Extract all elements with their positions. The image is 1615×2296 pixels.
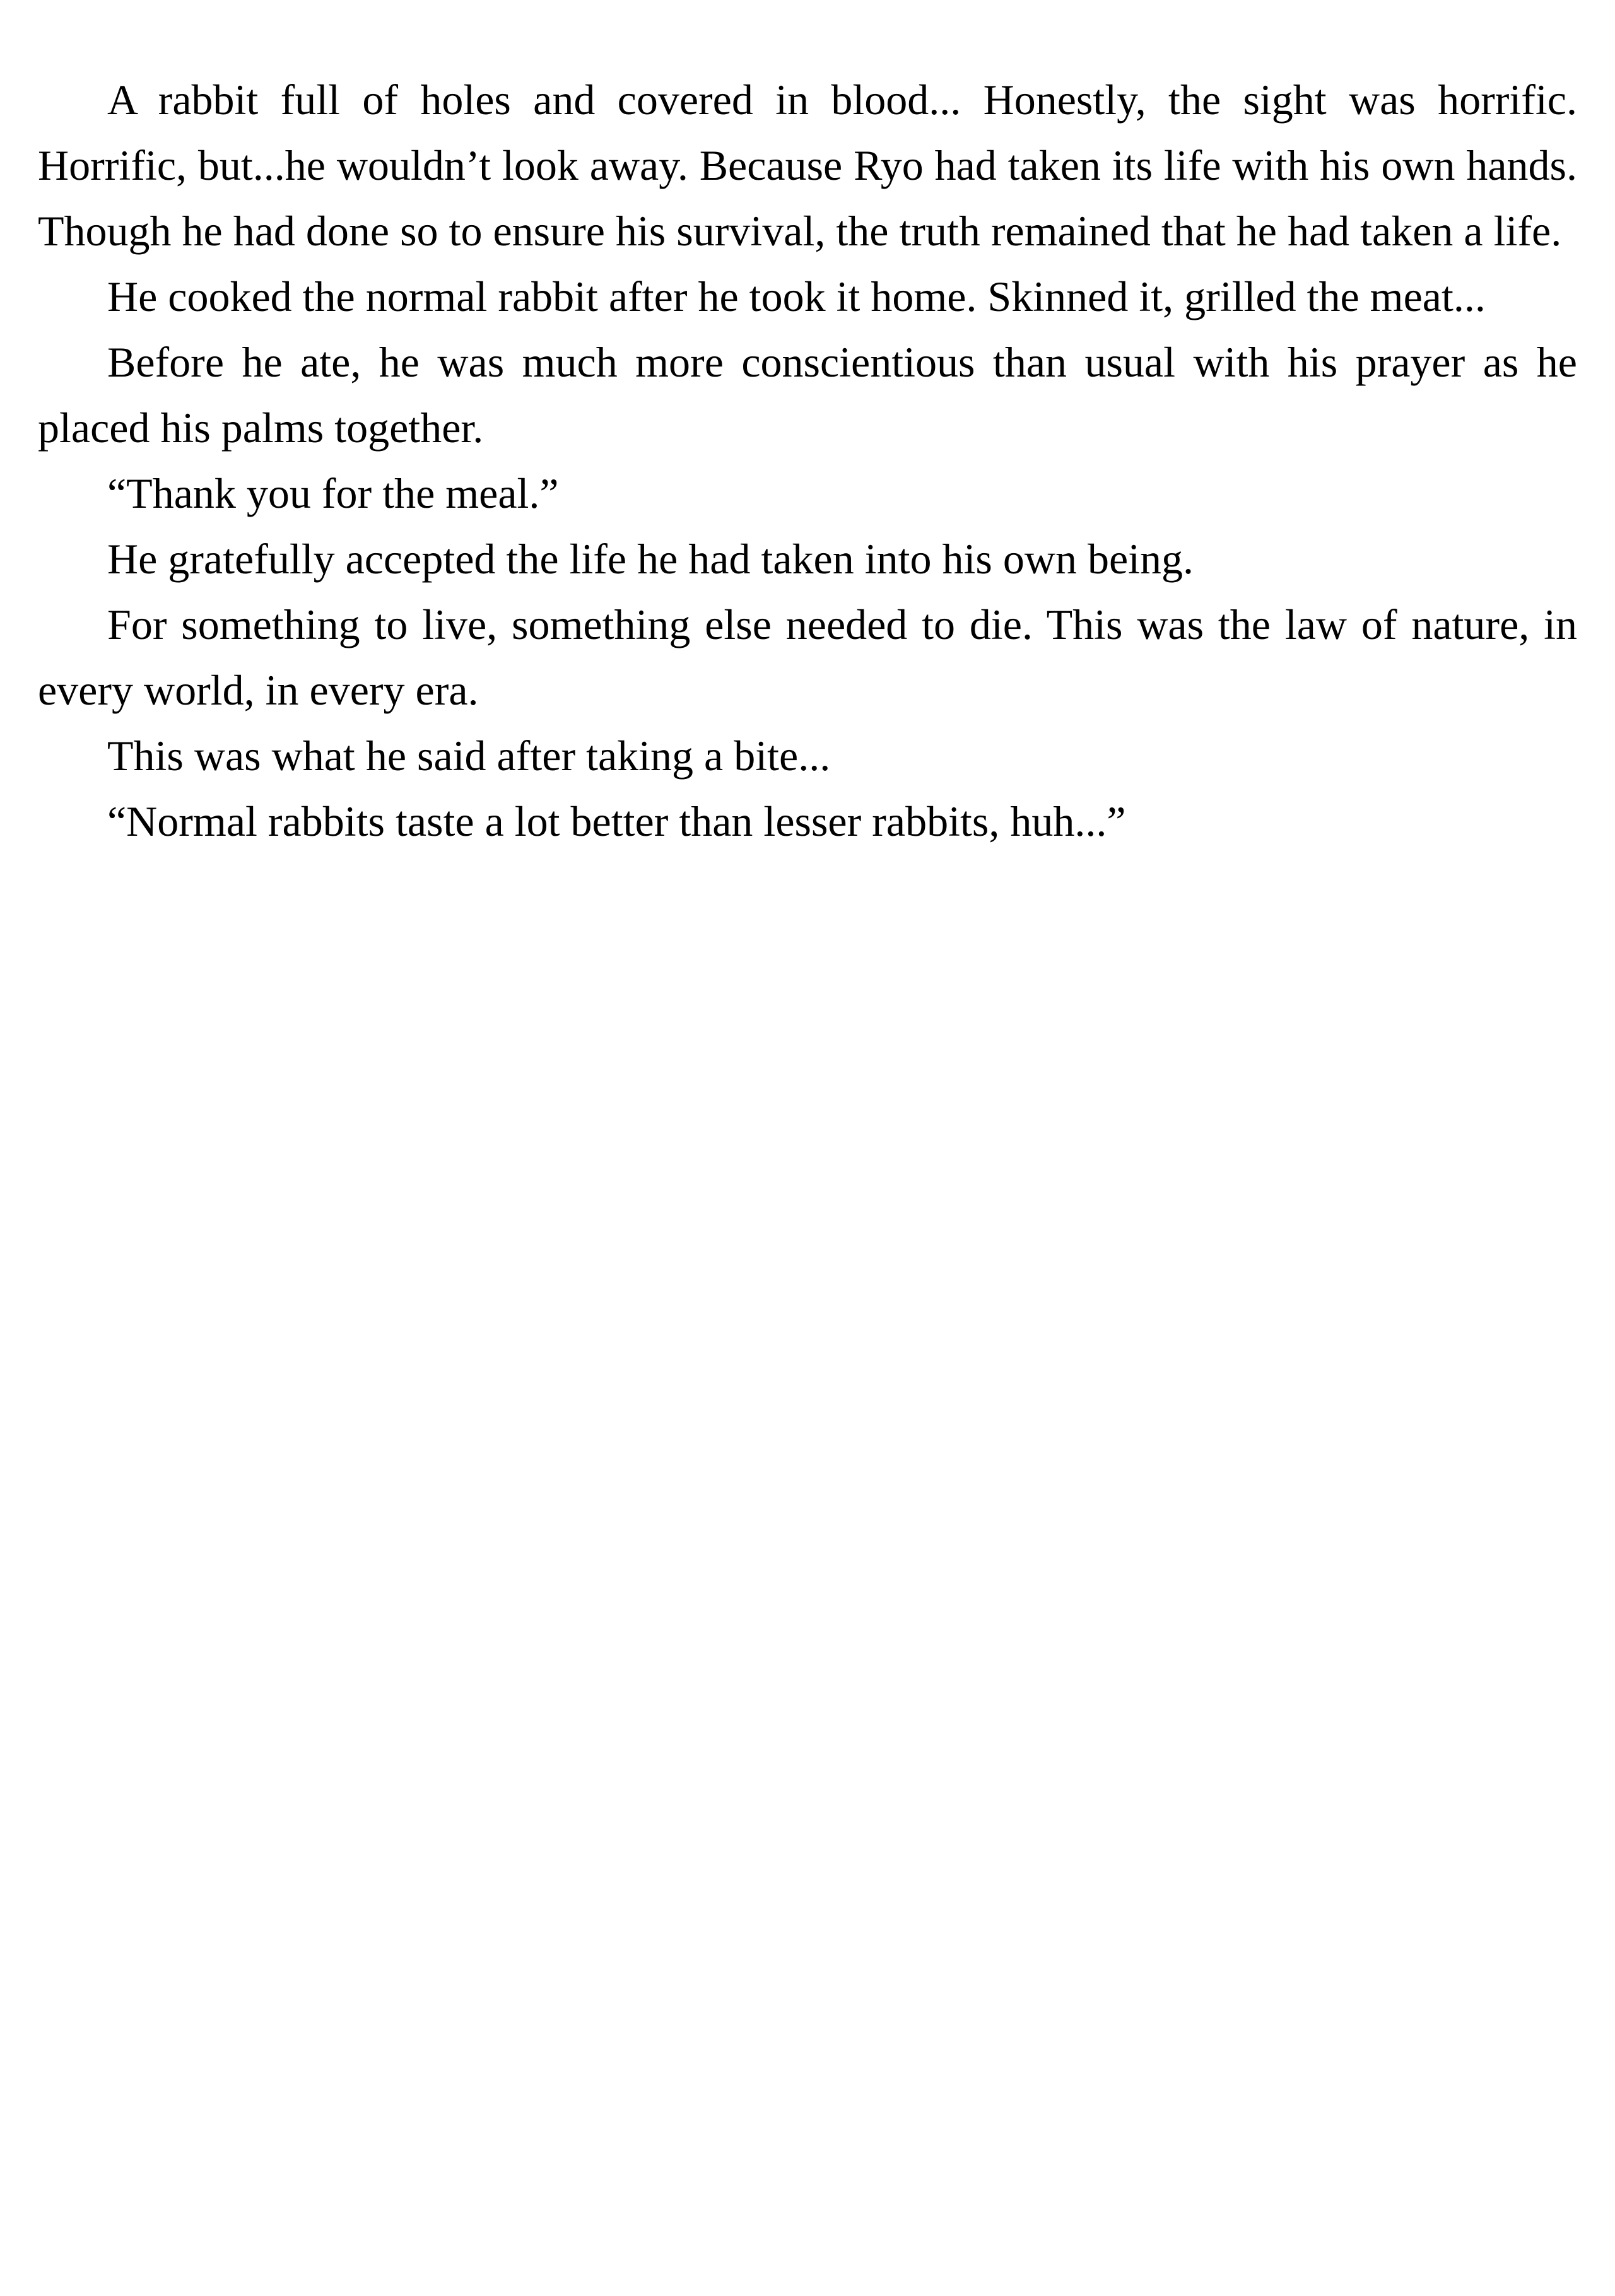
paragraph: He gratefully accepted the life he had taken into his own being. [107,535,1194,583]
paragraph: Before he ate, he was much more conscientious than usual with his prayer as he placed his palms together. [38,338,1577,452]
paragraph: This was what he said after taking a bite... [107,732,831,780]
paragraph: “Normal rabbits taste a lot better than lesser rabbits, huh...” [107,797,1126,845]
paragraph: For something to live, something else needed to die. This was the law of nature, in every world, in every era. [38,600,1577,714]
paragraph: “Thank you for the meal.” [107,469,559,517]
paragraph: A rabbit full of holes and covered in blood... Honestly, the sight was horrific. Horrific, but...he wouldn’t look away. Because Ryo had taken its life with his own hands. Though he had done so to ensure his survival, the truth remained that he had taken a life. [38,76,1577,255]
paragraph: He cooked the normal rabbit after he took it home. Skinned it, grilled the meat... [107,272,1486,320]
